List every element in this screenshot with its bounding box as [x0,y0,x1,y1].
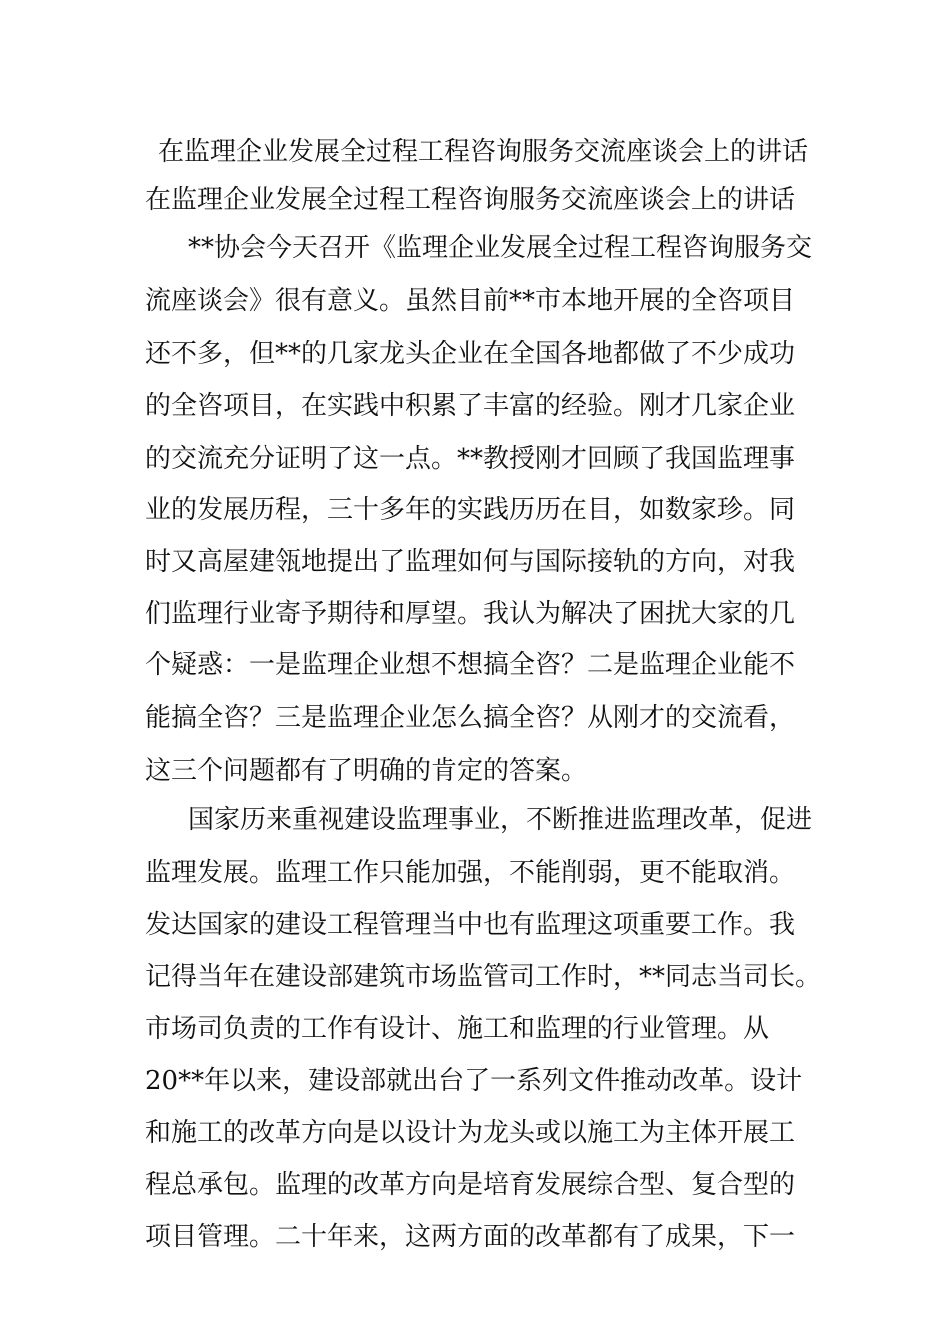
body-text-line: **协会今天召开《监理企业发展全过程工程咨询服务交 [188,233,813,263]
body-text-line: 程总承包。监理的改革方向是培育发展综合型、复合型的 [145,1170,796,1200]
body-text-line: 们监理行业寄予期待和厚望。我认为解决了困扰大家的几 [145,599,796,629]
body-text-line: 20**年以来，建设部就出台了一系列文件推动改革。设计 [145,1066,803,1096]
body-text-line: 记得当年在建设部建筑市场监管司工作时，**同志当司长。 [145,962,822,992]
body-text-line: 业的发展历程，三十多年的实践历历在目，如数家珍。同 [145,495,796,525]
body-text-line: 项目管理。二十年来，这两方面的改革都有了成果，下一 [145,1222,796,1252]
body-text-line: 发达国家的建设工程管理当中也有监理这项重要工作。我 [145,910,796,940]
body-text-line: 市场司负责的工作有设计、施工和监理的行业管理。从 [145,1014,770,1044]
body-text-line: 这三个问题都有了明确的肯定的答案。 [145,756,588,786]
document-title-line-1: 在监理企业发展全过程工程咨询服务交流座谈会上的讲话 [158,137,809,167]
document-title-line-2: 在监理企业发展全过程工程咨询服务交流座谈会上的讲话 [145,185,796,215]
body-text-line: 个疑惑：一是监理企业想不想搞全咨？二是监理企业能不 [145,650,796,680]
body-text-line: 能搞全咨？三是监理企业怎么搞全咨？从刚才的交流看， [145,703,796,733]
body-text-line: 国家历来重视建设监理事业，不断推进监理改革，促进 [188,805,813,835]
body-text-line: 还不多，但**的几家龙头企业在全国各地都做了不少成功 [145,339,796,369]
body-text-line: 流座谈会》很有意义。虽然目前**市本地开展的全咨项目 [145,286,796,316]
body-text-line: 和施工的改革方向是以设计为龙头或以施工为主体开展工 [145,1118,796,1148]
body-text-line: 的全咨项目，在实践中积累了丰富的经验。刚才几家企业 [145,391,796,421]
body-text-line: 时又高屋建瓴地提出了监理如何与国际接轨的方向，对我 [145,547,796,577]
body-text-line: 的交流充分证明了这一点。**教授刚才回顾了我国监理事 [145,444,796,474]
body-text-line: 监理发展。监理工作只能加强，不能削弱，更不能取消。 [145,858,796,888]
